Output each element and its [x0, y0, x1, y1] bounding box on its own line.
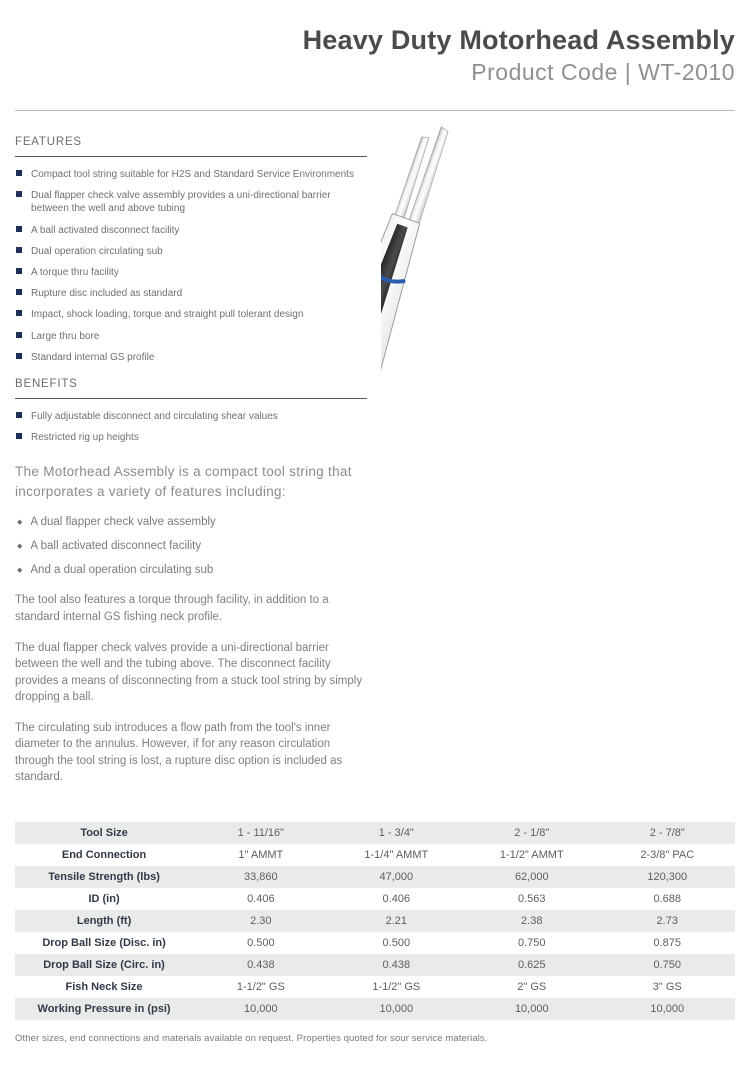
page-title: Heavy Duty Motorhead Assembly: [302, 25, 735, 55]
description-paragraphs: [15, 592, 367, 785]
spec-value-cell: 1 - 3/4": [378, 827, 414, 839]
body-paragraph: The tool also features a torque through facility, in addition to a standard internal GS fishing neck profile.: [15, 594, 329, 623]
spec-table: [15, 822, 735, 1020]
bullet-item-text: Compact tool string suitable for H2S and Standard Service Environments: [31, 169, 354, 180]
square-bullet-icon: [16, 310, 22, 316]
spec-value-cell: 1" AMMT: [238, 849, 284, 861]
spec-table-row: [15, 866, 735, 888]
features-list: [15, 168, 367, 364]
spec-value-cell: 62,000: [514, 871, 549, 883]
benefits-list: [15, 410, 367, 444]
product-code: Product Code | WT-2010: [471, 58, 735, 85]
spec-table-body: [15, 822, 735, 1020]
spec-label-cell: End Connection: [61, 849, 147, 861]
description-bullet-item: [15, 515, 367, 530]
bullet-item-text: Fully adjustable disconnect and circulating shear values: [31, 410, 278, 422]
square-bullet-icon: [16, 289, 22, 295]
header: [115, 26, 735, 86]
description-bullet-list: [15, 515, 367, 578]
spec-value-cell: 0.500: [247, 937, 275, 949]
spec-table-row: [15, 932, 735, 954]
spec-value-cell: 1-1/2" GS: [236, 981, 285, 993]
bullet-item-text: Restricted rig up heights: [31, 432, 139, 444]
spec-value-cell: 2.21: [385, 915, 407, 927]
square-bullet-icon: [16, 226, 22, 232]
spec-label-cell: ID (in): [88, 893, 120, 905]
description-bullet-text: A ball activated disconnect facility: [30, 540, 202, 553]
spec-value-cell: 10,000: [244, 1003, 278, 1015]
bullet-list-item: [15, 410, 367, 423]
spec-label-cell: Working Pressure in (psi): [37, 1003, 171, 1015]
square-bullet-icon: [16, 412, 22, 418]
spec-value-cell: 2" GS: [517, 981, 547, 993]
square-bullet-icon: [16, 332, 22, 338]
spec-value-cell: 0.438: [247, 959, 275, 971]
product-image: [381, 116, 750, 823]
bullet-list-item: [15, 308, 367, 321]
bullet-item-text: Dual operation circulating sub: [31, 245, 163, 257]
bullet-list-item: [15, 431, 367, 444]
spec-value-cell: 1-1/2" GS: [372, 981, 421, 993]
spec-label-cell: Drop Ball Size (Circ. in): [43, 959, 165, 971]
spec-label-cell: Length (ft): [76, 915, 132, 927]
spec-value-cell: 2.38: [521, 915, 543, 927]
spec-value-cell: 0.406: [247, 893, 275, 905]
bullet-list-item: [15, 245, 367, 258]
spec-table-row: [15, 910, 735, 932]
spec-label-cell: Tool Size: [80, 827, 128, 839]
spec-value-cell: 1-1/2" AMMT: [499, 849, 564, 861]
bullet-item-text: Large thru bore: [31, 330, 100, 342]
bullet-list-item: [15, 351, 367, 364]
spec-value-cell: 2 - 7/8": [649, 827, 685, 839]
spec-value-cell: 120,300: [647, 871, 688, 883]
body-paragraph: The circulating sub introduces a flow path from the tool's inner diameter to the annulus. However, if for any reason circulation through the tool string is lost, a rupture disc option is included as standard.: [15, 722, 343, 784]
spec-table-row: [15, 888, 735, 910]
bullet-list-item: [15, 168, 367, 181]
spec-table-row: [15, 954, 735, 976]
spec-value-cell: 10,000: [514, 1003, 549, 1015]
spec-value-cell: 0.750: [653, 959, 682, 971]
square-bullet-icon: [16, 191, 22, 197]
spec-value-cell: 3" GS: [652, 981, 682, 993]
left-column: [15, 136, 367, 800]
description-bullet-text: And a dual operation circulating sub: [30, 564, 214, 577]
square-bullet-icon: [16, 353, 22, 359]
square-bullet-icon: [16, 268, 22, 274]
spec-value-cell: 0.875: [653, 937, 682, 949]
spec-value-cell: 0.500: [382, 937, 411, 949]
body-paragraph: The dual flapper check valves provide a uni-directional barrier between the well and the tubing above. The disconnect facility provides a means of disconnecting from a stuck tool string by simply dropping a ball.: [15, 641, 363, 703]
square-bullet-icon: [16, 433, 22, 439]
spec-table-row: [15, 976, 735, 998]
description-bullet-item: [15, 563, 367, 578]
spec-table-row: [15, 844, 735, 866]
spec-value-cell: 1-1/4" AMMT: [364, 849, 429, 861]
square-bullet-icon: [16, 247, 22, 253]
spec-value-cell: 10,000: [379, 1003, 414, 1015]
spec-value-cell: 0.406: [382, 893, 411, 905]
description-bullet-text: A dual flapper check valve assembly: [30, 516, 216, 529]
footnote: Other sizes, end connections and materials available on request. Properties quoted for sour service materials.: [15, 1033, 488, 1044]
bullet-item-text: A ball activated disconnect facility: [31, 224, 180, 236]
bullet-list-item: [15, 266, 367, 279]
spec-value-cell: 47,000: [379, 871, 414, 883]
spec-value-cell: 1 - 11/16": [237, 827, 285, 839]
bullet-item-text: Standard internal GS profile: [31, 351, 155, 363]
bullet-item-text: Dual flapper check valve assembly provides a uni-directional barrier between the well and above tubing: [31, 190, 331, 215]
bullet-list-item: [15, 330, 367, 343]
diamond-bullet-icon: ◆: [17, 567, 23, 575]
intro-paragraph: The Motorhead Assembly is a compact tool string that incorporates a variety of features including:: [15, 464, 352, 499]
bullet-list-item: [15, 287, 367, 300]
spec-value-cell: 2.73: [656, 915, 678, 927]
spec-value-cell: 0.750: [518, 937, 546, 949]
square-bullet-icon: [16, 170, 22, 176]
spec-table-row: [15, 822, 735, 844]
spec-label-cell: Tensile Strength (lbs): [48, 871, 160, 883]
spec-value-cell: 0.438: [382, 959, 411, 971]
spec-value-cell: 0.688: [653, 893, 682, 905]
bullet-item-text: Rupture disc included as standard: [31, 288, 183, 300]
features-heading: FEATURES: [15, 136, 367, 157]
spec-value-cell: 0.625: [518, 959, 546, 971]
description-bullet-item: [15, 539, 367, 554]
diamond-bullet-icon: ◆: [17, 519, 23, 527]
spec-value-cell: 2-3/8" PAC: [640, 849, 695, 861]
bullet-item-text: A torque thru facility: [31, 266, 119, 278]
spec-table-row: [15, 998, 735, 1020]
bullet-list-item: [15, 224, 367, 237]
benefits-heading: BENEFITS: [15, 378, 367, 399]
spec-value-cell: 33,860: [244, 871, 278, 883]
spec-value-cell: 10,000: [650, 1003, 685, 1015]
spec-value-cell: 2 - 1/8": [514, 827, 550, 839]
header-divider: [15, 110, 735, 111]
spec-value-cell: 0.563: [518, 893, 546, 905]
bullet-list-item: [15, 189, 367, 215]
bullet-item-text: Impact, shock loading, torque and straight pull tolerant design: [31, 309, 304, 321]
spec-value-cell: 2.30: [250, 915, 272, 927]
spec-label-cell: Drop Ball Size (Disc. in): [42, 937, 166, 949]
diamond-bullet-icon: ◆: [17, 543, 23, 551]
spec-label-cell: Fish Neck Size: [65, 981, 143, 993]
